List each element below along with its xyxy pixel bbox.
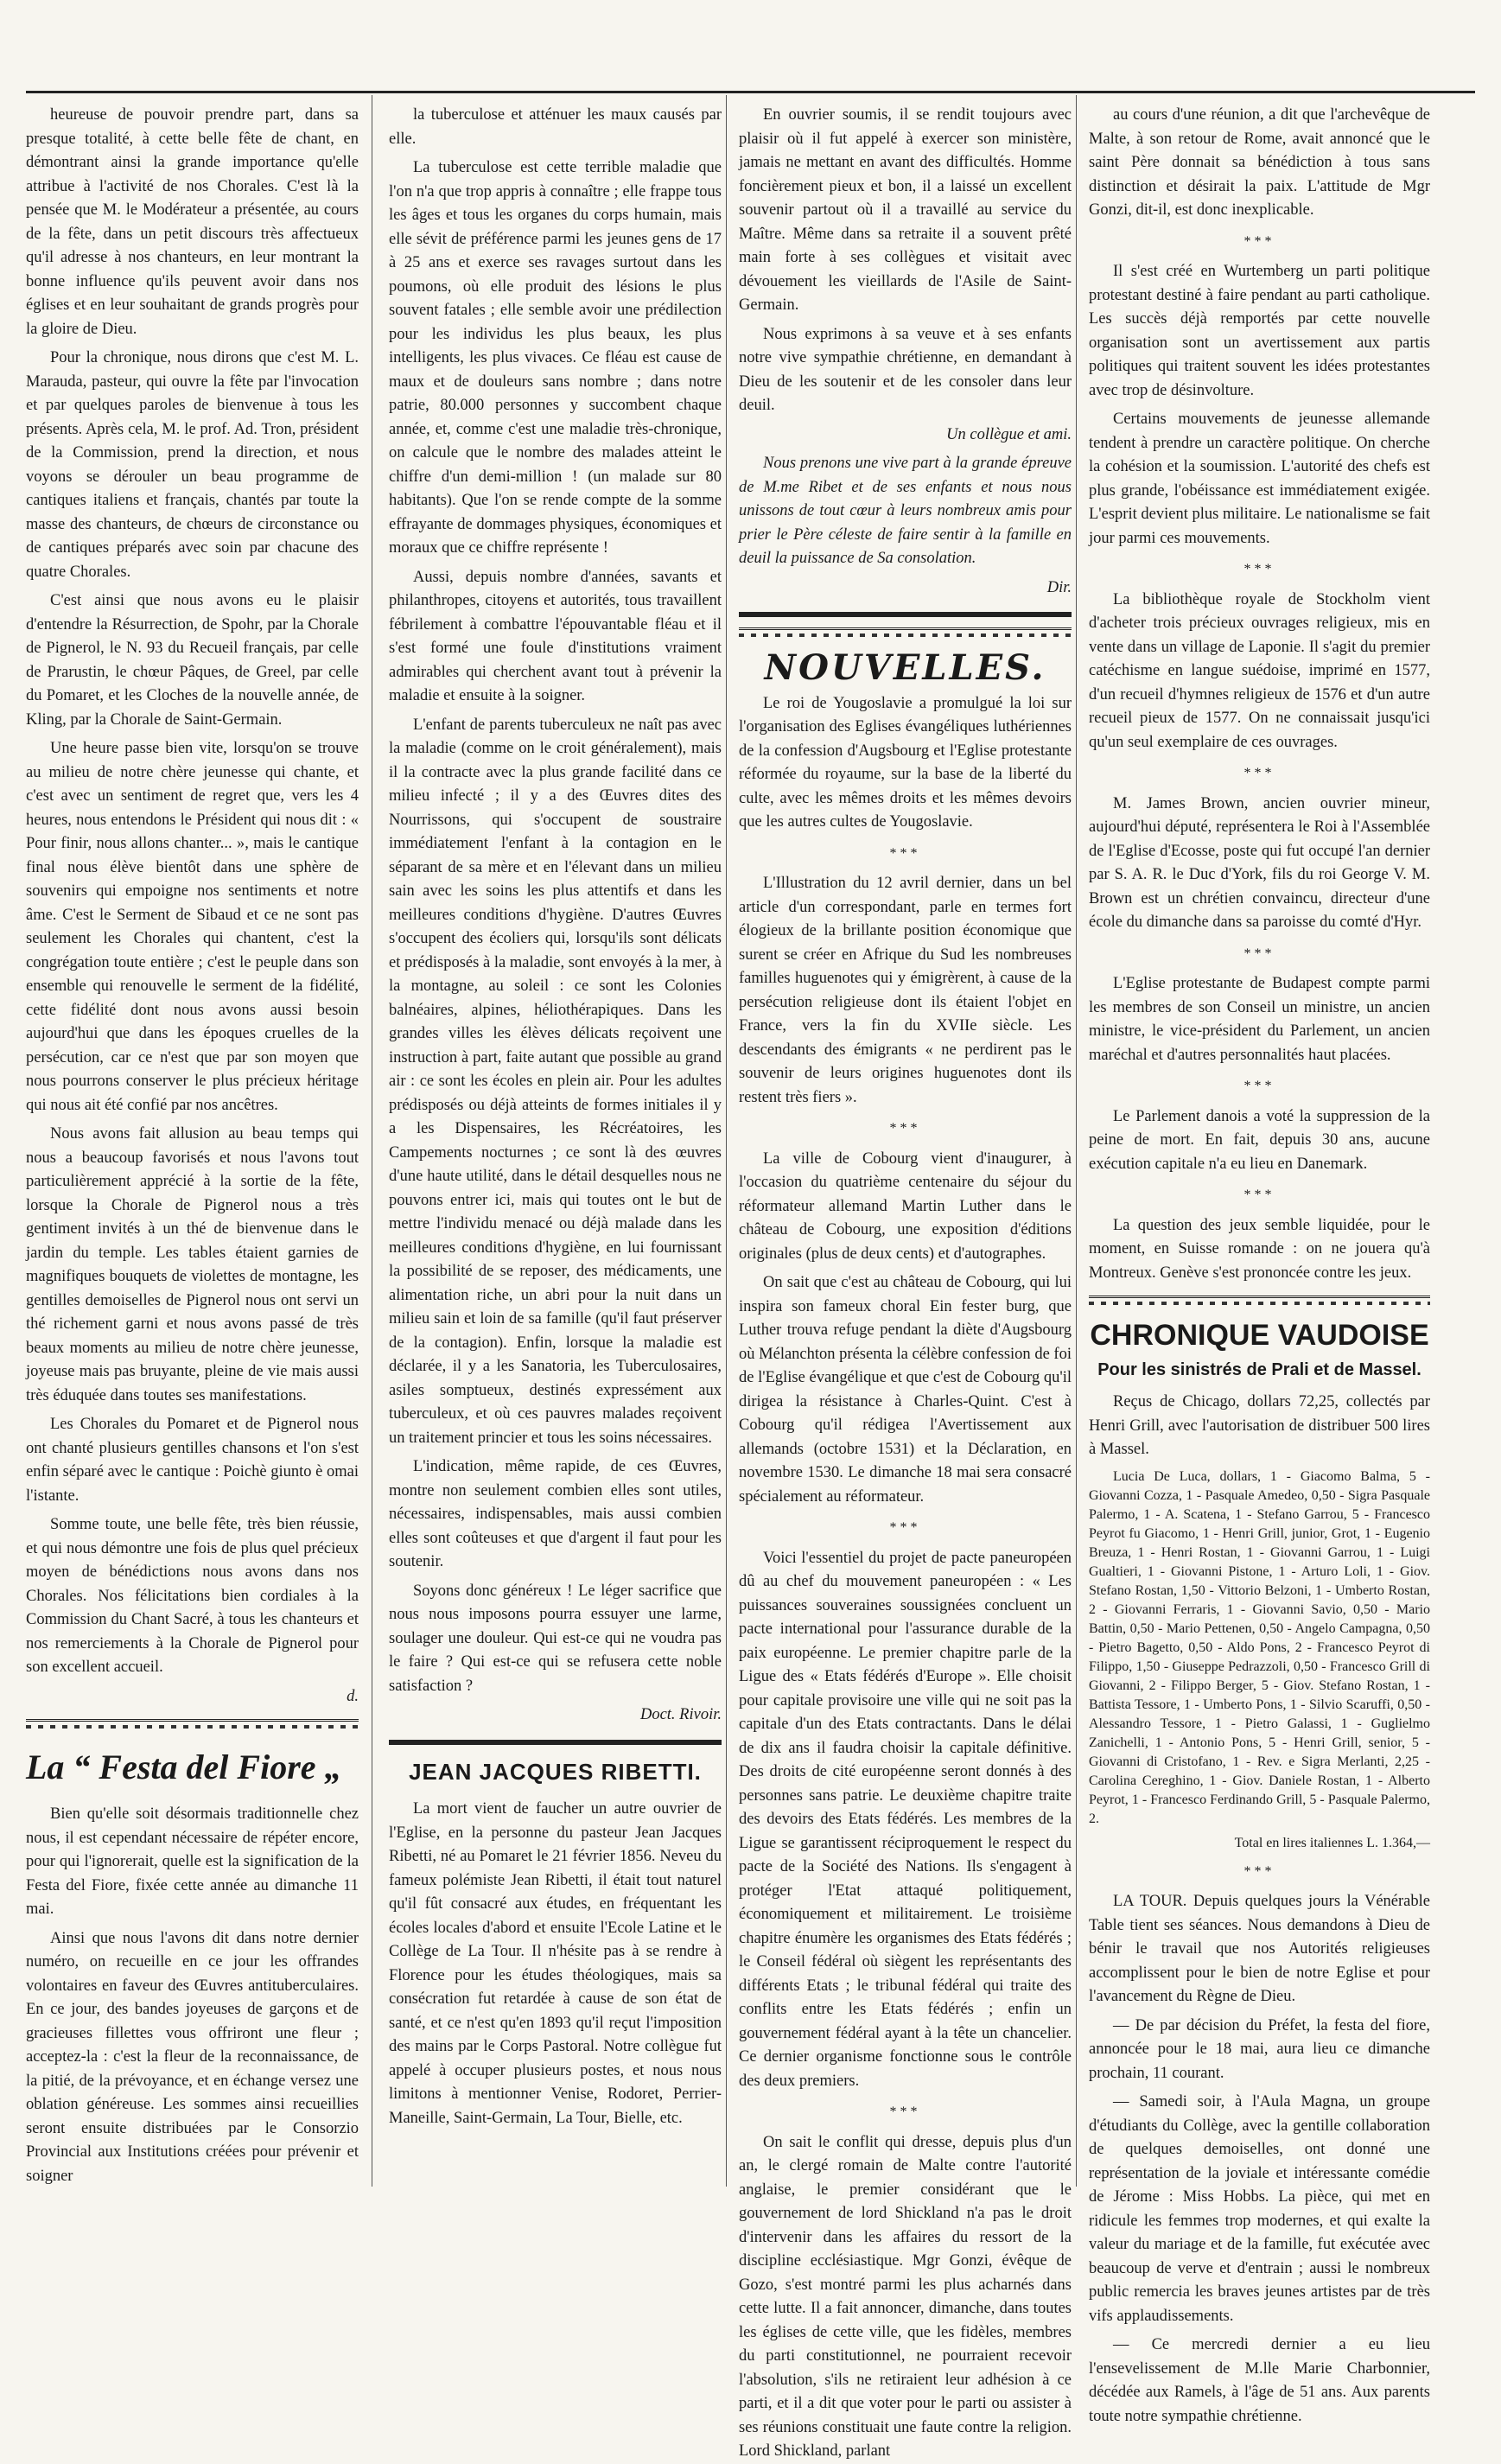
- column-3: [739, 104, 1072, 2460]
- news-item: On sait que c'est au château de Cobourg, qui lui inspira son fameux choral Ein fester burg, que Luther trouva refuge pendant la diète d'Augsbourg où Mélanchton présenta la célèbre confession de foi de l'Eglise évangélique et que c'est de Cobourg qu'il dirigea la résistance à Charles-Quint. C'est à Cobourg qu'il rédigea l'Avertissement aux allemands (octobre 1531) et la Déclaration, en novembre 1530. Le dimanche 18 mai sera consacré spécialement au réformateur.: [739, 1274, 1072, 1506]
- news-item: L'Eglise protestante de Budapest compte parmi les membres de son Conseil un ministre, un ancien ministre, le vice-président du Parlement, un ancien maréchal et d'autres personnalités haut placées.: [1089, 975, 1430, 1064]
- paragraph: Bien qu'elle soit désormais traditionnelle chez nous, il est cependant nécessaire de répéter encore, pour qui l'ignorerait, quelle est la signification de la Festa del Fiore, fixée cette année au dimanche 11 mai.: [26, 1805, 359, 1918]
- separator-stars: ***: [1243, 1863, 1275, 1879]
- column-4: [1089, 104, 1430, 2425]
- signature: Un collègue et ami.: [946, 425, 1072, 443]
- top-rule: [26, 91, 1475, 93]
- column-divider: [1076, 95, 1077, 2187]
- news-item: On sait le conflit qui dresse, depuis plus d'un an, le clergé romain de Malte contre l'autorité anglaise, le premier considérant que le gouvernement de lord Shickland n'a pas le droit d'intervenir dans les affaires du ressort de la discipline ecclésiastique. Mgr Gonzi, évêque de Gozo, s'est montré parmi les plus acharnés dans cette lutte. Il a fait annoncer, dimanche, dans toutes les églises de cette ville, que les fidèles, membres du parti constitutionnel, ne pourraient recevoir l'absolution, s'ils ne retiraient leur adhésion à ce parti, et il a dit que voter pour le parti ou assister à ses réunions constituait une faute contre la religion. Lord Shickland, parlant: [739, 2133, 1072, 2460]
- section-title: NOUVELLES.: [764, 647, 1046, 688]
- donor-list: Lucia De Luca, dollars, 1 - Giacomo Balma, 5 - Giovanni Cozza, 1 - Pasquale Amedeo, 0,50 - Sigra Pasquale Palermo, 1 - A. Scatena, 1 - Stefano Garrou, 5 - Francesco Peyrot fu Giacomo, 1 - Henri Grill, junior, Grot, 1 - Eugenio Breuza, 1 - Henri Rostan, 1 - Giovanni Garrou, 1 - Luigi Gualtieri, 1 - Giovanni Pistone, 1 - Arturo Loli, 1 - Giov. Stefano Rostan, 1,50 - Vittorio Belzoni, 1 - Umberto Rostan, 2 - Giovanni Ferraris, 1 - Giovanni Savio, 0,50 - Mario Battin, 0,50 - Mario Pettenen, 0,50 - Angelo Campagna, 0,50 - Pietro Bagetto, 0,50 - Aldo Pons, 2 - Francesco Peyrot di Filippo, 1,50 - Giuseppe Pedrazzoli, 0,50 - Francesco Grill di Giovanni, 2 - Filippo Berger, 5 - Giov. Stefano Rostan, 1 - Battista Tessore, 1 - Umberto Pons, 1 - Silvio Scaruffi, 0,50 - Alessandro Tessore, 1 - Pietro Galassi, 1 - Guglielmo Zanichelli, 1 - Antonio Pons, 5 - Henri Grill, senior, 5 - Giovanni di Cristofano, 1 - Rev. e Sigra Merlanti, 2,25 - Carolina Cereghino, 1 - Giov. Daniele Rostan, 1 - Alberto Peyrot, 1 - Francesco Ferdinando Grill, 5 - Pasquale Palermo, 2.: [1089, 1468, 1430, 1826]
- paragraph: L'enfant de parents tuberculeux ne naît pas avec la maladie (comme on le croit généralement), mais il la contracte avec la plus grande facilité dans ce milieu infecté ; il y a des Œuvres dites des Nourrissons, qui s'occupent de soustraire immédiatement l'enfant à la contagion en le séparant de sa mère et en l'élevant dans un milieu sain avec les soins les plus attentifs et dans les meilleures conditions d'hygiène. D'autres Œuvres s'occupent des écoliers qui, lorsqu'ils sont délicats et prédisposés à la maladie, sont envoyés à la mer, à la montagne, au soleil : ce sont les Colonies balnéaires, alpines, héliothérapiques. Dans les grandes villes les élèves délicats reçoivent une instruction à part, faite autant que possible au grand air : ce sont les écoles en plein air. Pour les adultes prédisposés ou déjà atteints de formes initiales il y a les Dispensaires, les Récréatoires, les Campements nocturnes ; ce sont là des œuvres d'une haute utilité, dans le détail desquelles nous ne pouvons entrer ici, mais qui toutes ont le but de mettre l'individu menacé ou déjà malade dans les meilleures conditions d'hygiène, en lui fournissant la possibilité de se reposer, des médicaments, une alimentation riche, un abri pour la nuit dans un milieu sain et loin de sa famille (qu'il faut préserver de la contagion). Enfin, lorsque la maladie est déclarée, il y a les Sanatoria, les Tuberculosaires, asiles somptueux, destinés expressément aux tuberculeux, et où ces pauvres malades reçoivent un traitement princier et tous les soins nécessaires.: [389, 716, 722, 1447]
- ornamental-divider: [1089, 1296, 1430, 1308]
- news-item: Il s'est créé en Wurtemberg un parti politique protestant destiné à faire pendant au parti catholique. Les succès déjà remportés par cette nouvelle organisation sont un avertissement aux partis politiques qui traitent souvent les idées protestantes avec trop de désinvolture.: [1089, 263, 1430, 399]
- section-title: CHRONIQUE VAUDOISE: [1090, 1319, 1429, 1352]
- paragraph: Somme toute, une belle fête, très bien réussie, et qui nous démontre une fois de plus quel précieux moyen de bénédictions nous avons dans nos Chorales. Nos félicitations bien cordiales à la Commission du Chant Sacré, à tous les chanteurs et nos remerciements à la Chorale de Pignerol pour son excellent accueil.: [26, 1516, 359, 1676]
- paragraph: La tuberculose est cette terrible maladie que l'on n'a que trop appris à connaître ; elle frappe tous les âges et tous les organes du corps humain, mais elle sévit de préférence parmi les jeunes gens de 17 à 25 ans et exerce ses ravages surtout dans les poumons, où elle produit des lésions le plus souvent fatales ; elle semble avoir une prédilection pour les individus les plus beaux, les plus intelligents, les plus vivaces. Ce fléau est cause de maux et de douleurs sans nombre ; dans notre patrie, 80.000 personnes y succombent chaque année, et, comme c'est une maladie très-chronique, on calcule que le nombre des malades atteint le chiffre d'un demi-million ! (un malade sur 80 habitants). Que l'on se rende compte de la somme effrayante de dommages physiques, économiques et moraux que ce chiffre représente !: [389, 159, 722, 557]
- paragraph: Ainsi que nous l'avons dit dans notre dernier numéro, on recueille en ce jour les offrandes volontaires en faveur des Œuvres antituberculaires. En ce jour, des bandes joyeuses de garçons et de gracieuses fillettes vous offriront une fleur ; acceptez-la : c'est la fleur de la reconnaissance, de la pitié, de la prévoyance, et en échange versez une oblation généreuse. Les sommes ainsi recueillies seront ensuite distribuées par le Consorzio Provincial aux Institutions créées pour prévenir et soigner: [26, 1929, 359, 2185]
- paragraph: — De par décision du Préfet, la festa del fiore, annoncée pour le 18 mai, aura lieu ce dimanche prochain, 11 courant.: [1089, 2016, 1430, 2082]
- paragraph: C'est ainsi que nous avons eu le plaisir d'entendre la Résurrection, de Spohr, par la Chorale de Pignerol, le N. 93 du Recueil français, par celle de Prarustin, le chœur Pâques, de Greel, par celle du Pomaret, et les Cloches de la nouvelle année, de Kling, par la Chorale de Saint-Germain.: [26, 592, 359, 729]
- paragraph: En ouvrier soumis, il se rendit toujours avec plaisir où il fut appelé à exercer son ministère, jamais ne mettant en avant des difficultés. Homme foncièrement pieux et bon, il a laissé un excellent souvenir partout où il a travaillé au service du Maître. Même dans sa retraite il a souvent prêté main forte à ses collègues et visitait avec dévouement les vieillards de l'Asile de Saint-Germain.: [739, 106, 1072, 314]
- news-item: Le roi de Yougoslavie a promulgué la loi sur l'organisation des Eglises évangéliques luthériennes de la confession d'Augsbourg et l'Eglise protestante réformée du royaume, sur la base de la liberté du culte, avec les mêmes droits et les mêmes devoirs que les autres cultes de Yougoslavie.: [739, 694, 1072, 831]
- article-title: La “ Festa del Fiore „: [26, 1748, 342, 1786]
- column-1: [26, 104, 359, 2185]
- news-item: La ville de Cobourg vient d'inaugurer, à l'occasion du quatrième centenaire du séjour du réformateur allemand Martin Luther dans le château de Cobourg, une exposition d'éditions originales (plus de deux cents) et d'autographes.: [739, 1149, 1072, 1263]
- separator-stars: ***: [889, 1520, 921, 1535]
- separator-stars: ***: [889, 1121, 921, 1136]
- separator-stars: ***: [889, 2104, 921, 2119]
- news-item: La question des jeux semble liquidée, pour le moment, en Suisse romande : on ne jouera qu'à Montreux. Genève s'est prononcée contre les jeux.: [1089, 1216, 1430, 1282]
- article-title: JEAN JACQUES RIBETTI.: [409, 1758, 702, 1785]
- subsection-title: Pour les sinistrés de Prali et de Massel.: [1097, 1359, 1421, 1379]
- paragraph: La mort vient de faucher un autre ouvrier de l'Eglise, en la personne du pasteur Jean Jacques Ribetti, né au Pomaret le 21 février 1856. Neveu du fameux polémiste Jean Ribetti, il était tout naturel qu'il fût consacré aux études, en fréquentant les écoles locales d'abord et ensuite l'Ecole Latine et le Collège de La Tour. Il n'hésite pas à se rendre à Florence pour les études théologiques, mais sa consécration fut retardée à cause de son état de santé, et ce n'est qu'en 1893 qu'il reçut l'imposition des mains par le Corps Pastoral. Notre collègue fut appelé à occuper plusieurs postes, et nous nous limitons à mentionner Venise, Rodoret, Perrier-Maneille, Saint-Germain, La Tour, Bielle, etc.: [389, 1800, 722, 2127]
- paragraph: la tuberculose et atténuer les maux causés par elle.: [389, 106, 722, 148]
- separator-stars: ***: [889, 845, 921, 861]
- paragraph: Soyons donc généreux ! Le léger sacrifice que nous nous imposons pourra essuyer une larme, soulager une douleur. Qui est-ce qui ne voudra pas le faire ? Qui est-ce qui se refusera cette noble satisfaction ?: [389, 1582, 722, 1695]
- paragraph: Nous prenons une vive part à la grande épreuve de M.me Ribet et de ses enfants et nous nous unissons de tout cœur à leurs nombreux amis pour prier le Père céleste de faire sentir à la famille en deuil la puissance de Sa consolation.: [739, 455, 1072, 567]
- column-2: [389, 104, 722, 2178]
- separator-stars: ***: [1243, 766, 1275, 780]
- ornamental-divider: [26, 1719, 359, 1732]
- separator-stars: ***: [1243, 1079, 1275, 1093]
- signature: Dir.: [1046, 578, 1072, 596]
- paragraph: Nous exprimons à sa veuve et à ses enfants notre vive sympathie chrétienne, en demandant à Dieu de les soutenir et de les consoler dans leur deuil.: [739, 325, 1072, 414]
- ornamental-divider: [739, 627, 1072, 640]
- section-rule: [389, 1740, 722, 1745]
- paragraph: Nous avons fait allusion au beau temps qui nous a beaucoup favorisés et nous l'avons tout particulièrement apprécié à la sortie de la fête, lorsque la Chorale de Pignerol nous a très gentiment invités à un thé de bienvenue dans le jardin du temple. Les tables étaient garnies de magnifiques bouquets de violettes de montagne, les gentilles demoiselles de Pignerol nous ont servi un thé richement garni et nous avons passé de très beaux moments au milieu de notre chère jeunesse, joyeuse mais pas bruyante, pleine de vie mais aussi très éduquée dans toutes ses manifestations.: [26, 1125, 359, 1404]
- paragraph: Reçus de Chicago, dollars 72,25, collectés par Henri Grill, avec l'autorisation de distribuer 500 lires à Massel.: [1089, 1393, 1430, 1458]
- news-item: au cours d'une réunion, a dit que l'archevêque de Malte, à son retour de Rome, avait annoncé que le saint Père donnait sa bénédiction à tous sans distinction et désirait la paix. L'attitude de Mgr Gonzi, dit-il, est donc inexplicable.: [1089, 106, 1430, 219]
- signature: Doct. Rivoir.: [639, 1706, 722, 1723]
- news-item: Certains mouvements de jeunesse allemande tendent à prendre un caractère politique. On cherche la cohésion et la soumission. L'autorité des chefs est plus grande, l'obéissance est immédiatement exigée. L'esprit devient plus militaire. Le nationalisme se fait jour parmi ces mouvements.: [1089, 411, 1430, 547]
- paragraph: heureuse de pouvoir prendre part, dans sa presque totalité, à cette belle fête de chant, en démontrant ainsi la grande importance qu'elle attribue à l'activité de nos Chorales. C'est là la pensée que M. le Modérateur a présentée, au cours de la fête, dans un petit discours très affectueux qu'il adresse à nos chanteurs, en leur montrant la bonne influence qu'ils peuvent avoir dans nos églises et en leur souhaitant de grands progrès pour la gloire de Dieu.: [26, 106, 359, 338]
- paragraph: Les Chorales du Pomaret et de Pignerol nous ont chanté plusieurs gentilles chansons et l'on s'est enfin séparé avec le cantique : Poichè giunto è omai l'istante.: [26, 1416, 359, 1505]
- total-line: Total en lires italiennes L. 1.364,—: [1234, 1835, 1430, 1850]
- news-item: La bibliothèque royale de Stockholm vient d'acheter trois précieux ouvrages religieux, mis en vente dans un village de Laponie. Il s'agit du premier catéchisme en langue suédoise, imprimé en 1577, d'un recueil d'hymnes religieux de 1576 et d'un autre recueil pieux de 1577. On ne connaissait jusqu'ici qu'un seul exemplaire de ces ouvrages.: [1089, 590, 1430, 751]
- separator-stars: ***: [1243, 562, 1275, 576]
- paragraph: — Ce mercredi dernier a eu lieu l'ensevelissement de M.lle Marie Charbonnier, décédée aux Ramels, à l'âge de 51 ans. Aux parents toute notre sympathie chrétienne.: [1089, 2336, 1430, 2425]
- signature: d.: [347, 1687, 359, 1705]
- separator-stars: ***: [1243, 233, 1275, 249]
- paragraph: Pour la chronique, nous dirons que c'est M. L. Marauda, pasteur, qui ouvre la fête par l'invocation et par quelques paroles de bienvenue à tous les présents. Après cela, M. le prof. Ad. Tron, président de la Commission, prend la direction, et nous voyons se dérouler un beau programme de cantiques italiens et français, chantés par toute la masse des chanteurs, de chœurs de circonstance ou de cantiques préparés avec soin par chacune des quatre Chorales.: [26, 349, 359, 581]
- news-item: Voici l'essentiel du projet de pacte paneuropéen dû au chef du mouvement paneuropéen : « Les puissances souveraines soussignées concluent un pacte international pour l'assurance durable de la paix européenne. Le premier chapitre parle de la Ligue des « Etats fédérés d'Europe ». Elle choisit pour capitale provisoire une ville qui ne soit pas la capitale d'un des Etats contractants. Dans le délai de dix ans il faudra choisir la capitale définitive. Des droits de cité européenne seront donnés à des personnes sans patrie. Le deuxième chapitre traite des devoirs des Etats fédérés. Les membres de la Ligue se garantissent réciproquement le respect du pacte de la Société des Nations. Ils s'engagent à protéger l'Etat attaqué politiquement, économiquement et militairement. Le troisième chapitre énumère les organismes des Etats fédérés ; le Conseil fédéral où siègent les représentants des différents Etats ; le tribunal fédéral qui traite des conflits entre les Etats fédérés ; enfin un gouvernement fédéral ayant à la tête un chancelier. Ce dernier organisme fonctionne sous le contrôle des deux premiers.: [739, 1549, 1072, 2090]
- separator-stars: ***: [1243, 1187, 1275, 1202]
- paragraph: LA TOUR. Depuis quelques jours la Vénérable Table tient ses séances. Nous demandons à Dieu de bénir le travail que nos Autorités religieuses accomplissent pour le bien de notre Eglise et pour l'avancement du Règne de Dieu.: [1089, 1893, 1430, 2005]
- news-item: Le Parlement danois a voté la suppression de la peine de mort. En fait, depuis 30 ans, aucune exécution capitale n'a eu lieu en Danemark.: [1089, 1107, 1430, 1173]
- news-item: M. James Brown, ancien ouvrier mineur, aujourd'hui député, représentera le Roi à l'Assemblée de l'Eglise d'Ecosse, poste qui fut occupé l'an dernier par S. A. R. le Duc d'York, fils du roi George V. M. Brown est un chrétien convaincu, directeur d'une école du dimanche dans sa paroisse du comté d'Hyr.: [1089, 794, 1430, 931]
- paragraph: — Samedi soir, à l'Aula Magna, un groupe d'étudiants du Collège, avec la gentille collaboration de quelques demoiselles, ont donné une représentation de la joviale et intéressante comédie de Jérome : Miss Hobbs. La pièce, qui met en ridicule les femmes trop modernes, et qui exalte la valeur du mariage et de la famille, fut exécutée avec beaucoup de verve et d'entrain ; aussi le nombreux public remercia les braves jeunes artistes par de très vifs applaudissements.: [1089, 2093, 1430, 2325]
- news-item: L'Illustration du 12 avril dernier, dans un bel article d'un correspondant, parle en termes fort élogieux de la brillante position économique que surent se créer en Afrique du Sud les nombreuses familles huguenotes qui y émigrèrent, à cause de la persécution religieuse dont ils étaient l'objet en France, vers la fin du XVIIe siècle. Les descendants des émigrants « ne perdirent pas le souvenir de leurs origines huguenotes dont ils restent très fiers ».: [739, 875, 1072, 1106]
- section-rule: [739, 612, 1072, 617]
- paragraph: Aussi, depuis nombre d'années, savants et philanthropes, citoyens et autorités, tous travaillent fébrilement à combattre l'épouvantable fléau et il s'est formé une foule d'institutions vraiment admirables qui cherchent avant tout à prévenir la maladie et ensuite à la soigner.: [389, 568, 722, 704]
- separator-stars: ***: [1243, 945, 1275, 961]
- column-divider: [726, 95, 727, 2187]
- paragraph: L'indication, même rapide, de ces Œuvres, montre non seulement combien elles sont utiles, nécessaires, indispensables, mais aussi combien elles sont coûteuses et que d'argent il faut pour les soutenir.: [389, 1458, 722, 1570]
- paragraph: Une heure passe bien vite, lorsqu'on se trouve au milieu de notre chère jeunesse qui chante, et c'est avec un sentiment de regret que, vers les 4 heures, nous entendons le Président qui nous dit : « Pour finir, nous allons chanter... », mais le cantique final nous élève bientôt dans une sphère de souvenirs qui empoigne nos sentiments et notre âme. C'est le Serment de Sibaud et ce ne sont pas seulement les Chorales qui chantent, c'est la congrégation toute entière ; c'est le peuple dans son ensemble qui renouvelle le serment de la fidélité, cette fidélité dont nous avons aussi besoin aujourd'hui que dans les époques cruelles de la persécution, car ce n'est que par son moyen que nous pourrons conserver le plus précieux héritage qui nous ait été confié par nos ancêtres.: [26, 740, 359, 1114]
